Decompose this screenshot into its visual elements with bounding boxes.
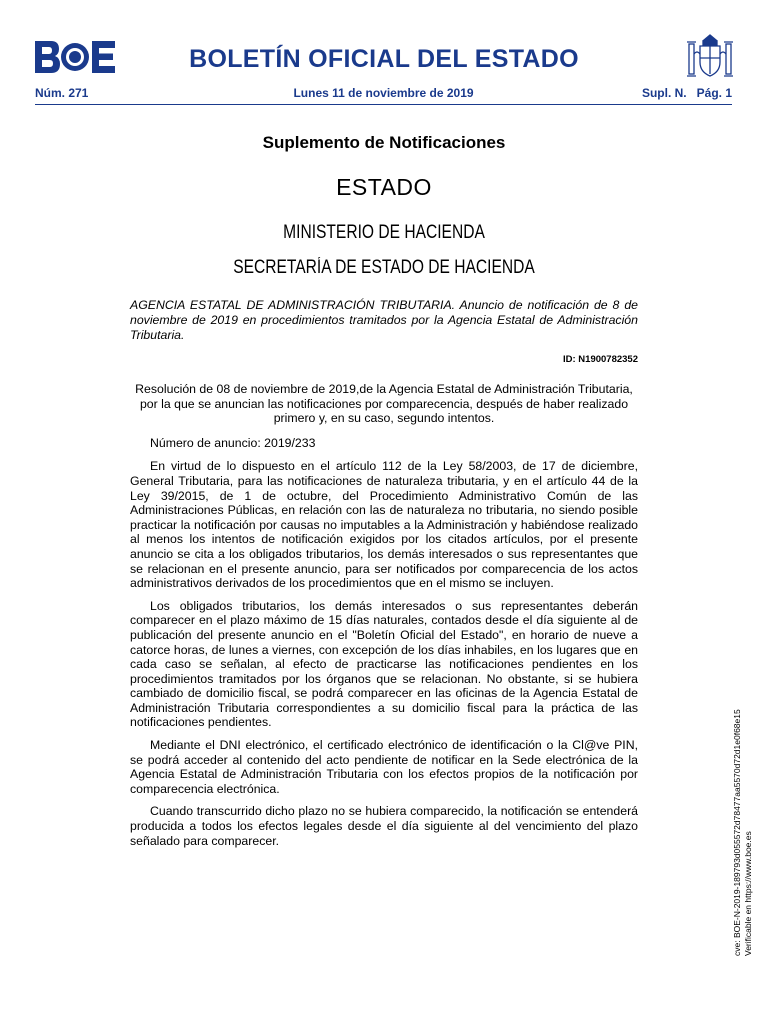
header-divider: [35, 104, 732, 105]
issue-date: Lunes 11 de noviembre de 2019: [293, 86, 474, 100]
body-paragraph-3: Mediante el DNI electrónico, el certificado electrónico de identificación o la Cl@ve PIN, se podrá acceder al contenido del acto pendiente de notificar en la Sede electrónica de la Agencia Estatal de Administración Tributaria con los efectos propios de la notificación por comparecencia electrónica.: [130, 738, 638, 796]
issue-number: Núm. 271: [35, 86, 89, 100]
secretariat-heading: SECRETARÍA DE ESTADO DE HACIENDA: [233, 257, 535, 278]
section-estado: ESTADO: [336, 174, 432, 200]
announcement-id: ID: N1900782352: [563, 354, 638, 365]
cve-code: cve: BOE-N-2019-189793d055572d78477aa5570d72d1e0f68e15: [732, 709, 742, 956]
masthead-title: BOLETÍN OFICIAL DEL ESTADO: [189, 45, 579, 73]
verification-url: Verificable en https://www.boe.es: [743, 831, 753, 956]
boe-logo: [35, 41, 115, 73]
body-paragraph-4: Cuando transcurrido dicho plazo no se hubiera comparecido, la notificación se entenderá producida a todos los efectos legales desde el día siguiente al del vencimiento del plazo señalado para comparecer.: [130, 804, 638, 848]
announcement-number: Número de anuncio: 2019/233: [150, 435, 316, 450]
issue-meta-bar: [35, 86, 732, 102]
body-paragraph-2: Los obligados tributarios, los demás interesados o sus representantes deberán comparecer en el plazo máximo de 15 días naturales, contados desde el día siguiente al de publicación del presente anuncio en el "Boletín Oficial del Estado", en horario de nueve a catorce horas, de lunes a viernes, con excepción de los días inhabiles, en los lugares que en cada caso se señalan, al efecto de practicarse las notificaciones pendientes en los procedimientos tramitados por los órganos que se relacionan. No obstante, si se hubiera cambiado de domicilio fiscal, se podrá comparecer en las oficinas de la Agencia Estatal de Administración Tributaria correspondientes a su domicilio fiscal para la práctica de las notificaciones pendientes.: [130, 598, 638, 730]
announcement-body: [130, 382, 638, 856]
coat-of-arms-icon: [686, 34, 734, 80]
announcement-title: AGENCIA ESTATAL DE ADMINISTRACIÓN TRIBUTARIA. Anuncio de notificación de 8 de noviembre de 2019 en procedimientos tramitados por la Agencia Estatal de Administración Tributaria.: [130, 298, 638, 342]
resolution-paragraph: Resolución de 08 de noviembre de 2019,de la Agencia Estatal de Administración Tributaria, por la que se anuncian las notificaciones por comparecencia, después de haber realizado primero y, en su caso, segundo intentos.: [135, 382, 633, 426]
supplement-title: Suplemento de Notificaciones: [262, 133, 506, 152]
verification-stamp: [732, 686, 754, 956]
ministry-heading: MINISTERIO DE HACIENDA: [283, 222, 485, 243]
body-paragraph-1: En virtud de lo dispuesto en el artículo 112 de la Ley 58/2003, de 17 de diciembre, General Tributaria, para las notificaciones de naturaleza tributaria, y en el artículo 44 de la Ley 39/2015, de 1 de octubre, del Procedimiento Administrativo Común de las Administraciones Públicas, en relación con las de naturaleza no tributaria, no siendo posible practicar la notificación por causas no imputables a la Administración y habiéndose realizado al menos los intentos de notificación exigidos por los citados artículos, por el presente anuncio se cita a los obligados tributarios, los demás interesados o sus representantes que se relacionan en el presente anuncio, para ser notificados por comparecencia de los actos administrativos derivados de los procedimientos que en el mismo se incluyen.: [130, 459, 638, 591]
supplement-page: Supl. N. Pág. 1: [641, 86, 732, 100]
